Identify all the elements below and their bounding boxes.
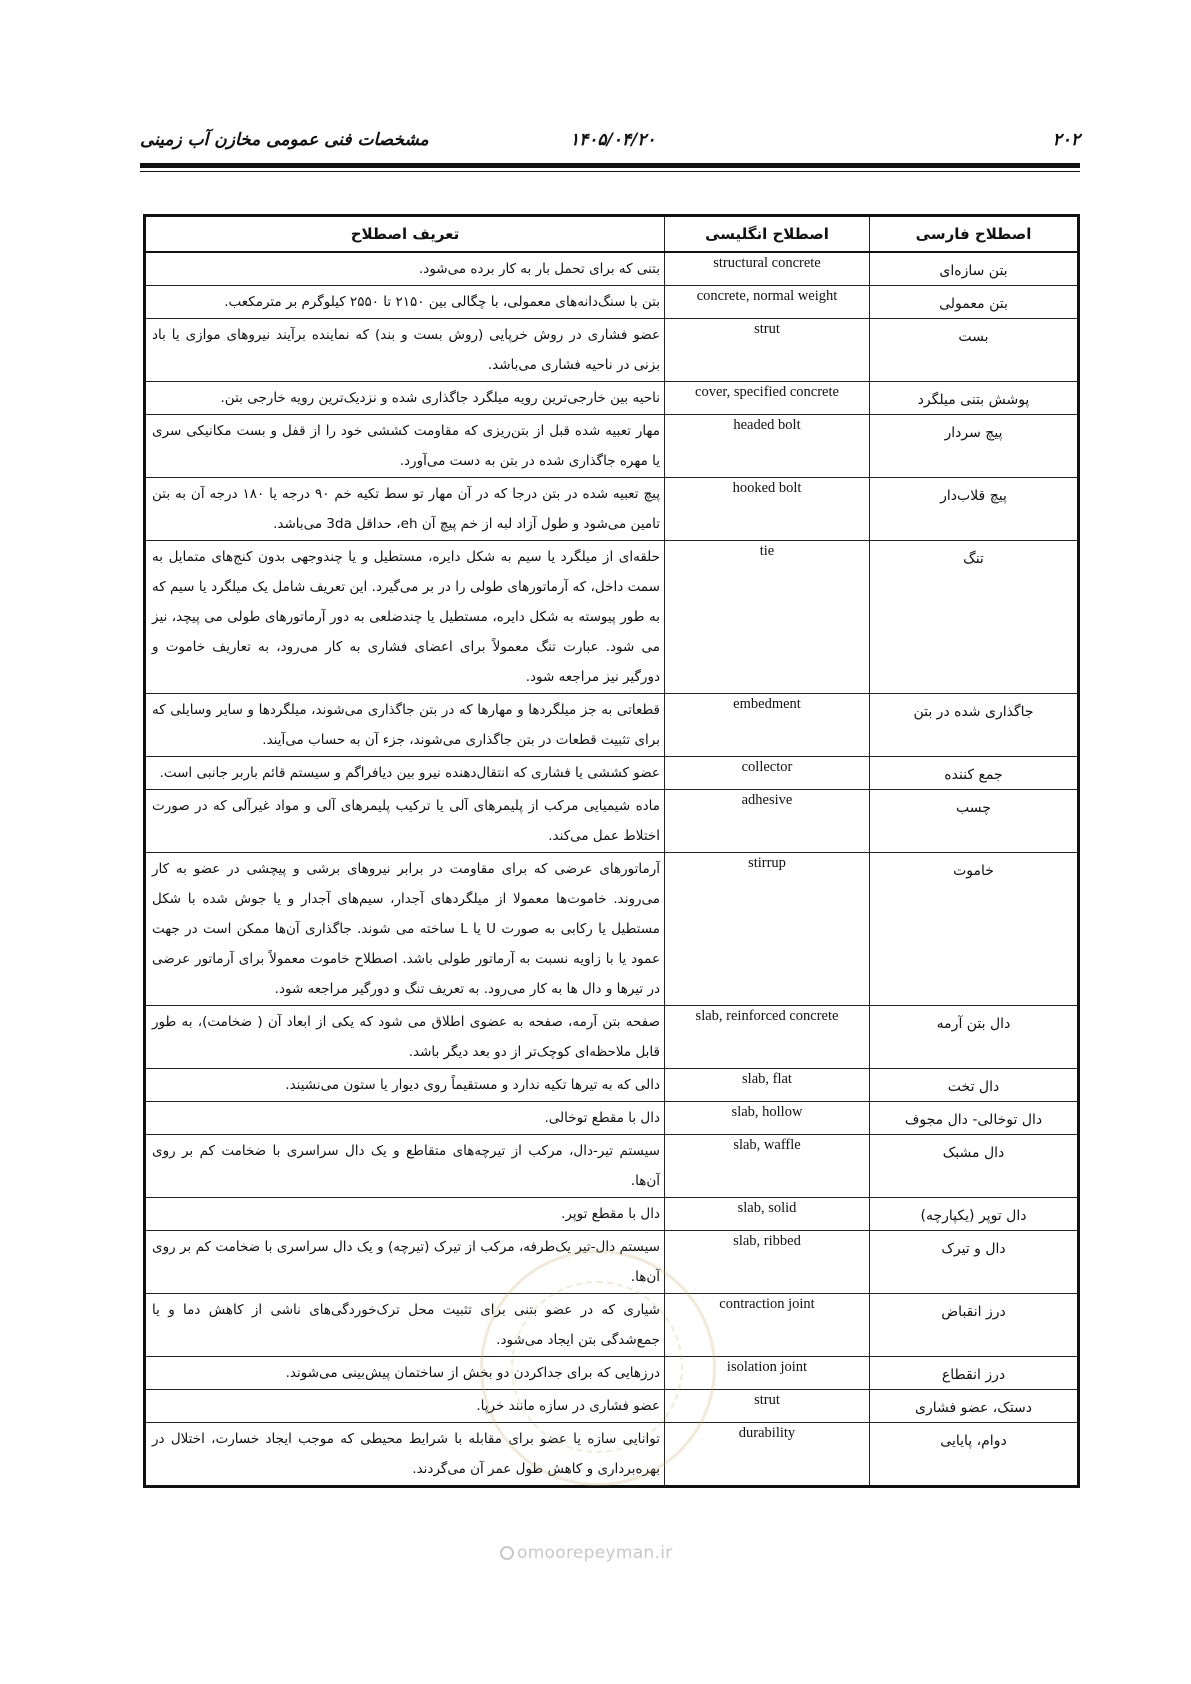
definition-cell: درزهایی که برای جداکردن دو بخش از ساختمان پیش‌بینی می‌شوند. — [145, 1357, 665, 1390]
english-term-cell: slab, ribbed — [665, 1231, 870, 1294]
persian-term-cell: دال و تیرک — [870, 1231, 1079, 1294]
persian-term-cell: چسب — [870, 790, 1079, 853]
table-row — [145, 1069, 1079, 1102]
english-term-cell: embedment — [665, 694, 870, 757]
persian-term-cell: دستک، عضو فشاری — [870, 1390, 1079, 1423]
english-term-cell: isolation joint — [665, 1357, 870, 1390]
english-term-cell: collector — [665, 757, 870, 790]
english-term-cell: durability — [665, 1423, 870, 1487]
header-rule-thick — [140, 163, 1080, 168]
persian-term-cell: درز انقطاع — [870, 1357, 1079, 1390]
definition-cell: شیاری که در عضو بتنی برای تثبیت محل ترک‌خوردگی‌های ناشی از کاهش دما و یا جمع‌شدگی بتن ایجاد می‌شود. — [145, 1294, 665, 1357]
document-title: مشخصات فنی عمومی مخازن آب زمینی — [140, 130, 429, 150]
english-term-cell: structural concrete — [665, 252, 870, 286]
persian-term-cell: پیچ سردار — [870, 415, 1079, 478]
definition-cell: ناحیه بین خارجی‌ترین رویه میلگرد جاگذاری شده و نزدیک‌ترین رویه خارجی بتن. — [145, 382, 665, 415]
table-row — [145, 319, 1079, 382]
definition-cell: سیستم دال-تیر یک‌طرفه، مرکب از تیرک (تیرچه) و یک دال سراسری با ضخامت کم بر روی آن‌ها. — [145, 1231, 665, 1294]
definition-cell: بتنی که برای تحمل بار به کار برده می‌شود. — [145, 252, 665, 286]
persian-term-cell: بتن معمولی — [870, 286, 1079, 319]
english-term-cell: contraction joint — [665, 1294, 870, 1357]
header-english: اصطلاح انگلیسی — [665, 216, 870, 253]
table-row — [145, 757, 1079, 790]
copyright-icon — [500, 1546, 514, 1560]
english-term-cell: slab, waffle — [665, 1135, 870, 1198]
persian-term-cell: دال بتن آرمه — [870, 1006, 1079, 1069]
persian-term-cell: دال توپر (یکپارچه) — [870, 1198, 1079, 1231]
english-term-cell: concrete, normal weight — [665, 286, 870, 319]
table-row — [145, 382, 1079, 415]
definition-cell: سیستم تیر-دال، مرکب از تیرچه‌های متقاطع و یک دال سراسری با ضخامت کم بر روی آن‌ها. — [145, 1135, 665, 1198]
table-row — [145, 790, 1079, 853]
header-persian: اصطلاح فارسی — [870, 216, 1079, 253]
persian-term-cell: دال مشبک — [870, 1135, 1079, 1198]
page-header — [140, 130, 1080, 160]
definition-cell: عضو کششی یا فشاری که انتقال‌دهنده نیرو بین دیافراگم و سیستم قائم باربر جانبی است. — [145, 757, 665, 790]
persian-term-cell: درز انقباض — [870, 1294, 1079, 1357]
persian-term-cell: پیچ قلاب‌دار — [870, 478, 1079, 541]
table-row — [145, 1102, 1079, 1135]
persian-term-cell: دال تخت — [870, 1069, 1079, 1102]
english-term-cell: cover, specified concrete — [665, 382, 870, 415]
table-row — [145, 478, 1079, 541]
english-term-cell: hooked bolt — [665, 478, 870, 541]
definition-cell: قطعاتی به جز میلگردها و مهارها که در بتن جاگذاری می‌شوند، میلگردها و سایر وسایلی که برای تثبیت قطعات در بتن جاگذاری می‌شوند، جزء آن به حساب می‌آیند. — [145, 694, 665, 757]
persian-term-cell: جمع کننده — [870, 757, 1079, 790]
header-rule-thin — [140, 171, 1080, 172]
definition-cell: مهار تعبیه شده قبل از بتن‌ریزی که مقاومت کششی خود را از قفل و بست مکانیکی سری یا مهره جاگذاری شده در بتن به دست می‌آورد. — [145, 415, 665, 478]
seal-watermark — [480, 1250, 716, 1486]
table-row — [145, 1006, 1079, 1069]
persian-term-cell: پوشش بتنی میلگرد — [870, 382, 1079, 415]
english-term-cell: stirrup — [665, 853, 870, 1006]
definition-cell: عضو فشاری در سازه مانند خرپا. — [145, 1390, 665, 1423]
definition-cell: حلقه‌ای از میلگرد یا سیم به شکل دایره، مستطیل و یا چندوجهی بدون کنج‌های متمایل به سمت داخل، که آرماتورهای طولی را در بر می‌گیرد. این تعریف شامل یک میلگرد یا سیم که به طور پیوسته به شکل دایره، مستطیل یا چندضلعی به دور آرماتورهای طولی می پیچد، نیز می شود. عبارت تنگ معمولاً برای اعضای فشاری به کار می‌رود، به تعاریف خاموت و دورگیر نیز مراجعه شود. — [145, 541, 665, 694]
persian-term-cell: دال توخالی- دال مجوف — [870, 1102, 1079, 1135]
english-term-cell: headed bolt — [665, 415, 870, 478]
definition-cell: دال با مقطع توخالی. — [145, 1102, 665, 1135]
persian-term-cell: تنگ — [870, 541, 1079, 694]
english-term-cell: slab, flat — [665, 1069, 870, 1102]
definition-cell: عضو فشاری در روش خرپایی (روش بست و بند) که نماینده برآیند نیروهای موازی یا باد بزنی در ناحیه فشاری می‌باشد. — [145, 319, 665, 382]
table-row — [145, 286, 1079, 319]
definition-cell: دالی که به تیرها تکیه ندارد و مستقیماً روی دیوار یا ستون می‌نشیند. — [145, 1069, 665, 1102]
persian-term-cell: بتن سازه‌ای — [870, 252, 1079, 286]
persian-term-cell: جاگذاری شده در بتن — [870, 694, 1079, 757]
table-row — [145, 694, 1079, 757]
english-term-cell: strut — [665, 319, 870, 382]
persian-term-cell: بست — [870, 319, 1079, 382]
table-row — [145, 252, 1079, 286]
english-term-cell: slab, solid — [665, 1198, 870, 1231]
persian-term-cell: دوام، پایایی — [870, 1423, 1079, 1487]
definition-cell: آرماتورهای عرضی که برای مقاومت در برابر نیروهای برشی و پیچشی در عضو به کار می‌روند. خاموت‌ها معمولا از میلگردهای آجدار، سیم‌های آجدار و یا جوش شده با شکل مستطیل یا رکابی به صورت U یا L ساخته می شوند. جاگذاری آن‌ها ممکن است در جهت عمود یا با زاویه نسبت به آرماتور طولی باشد. اصطلاح خاموت معمولاً برای آرماتور عرضی در تیرها و دال ها به کار می‌رود. به تعریف تنگ و دورگیر مراجعه شود. — [145, 853, 665, 1006]
table-row — [145, 853, 1079, 1006]
english-term-cell: slab, reinforced concrete — [665, 1006, 870, 1069]
page-number: ۲۰۲ — [1052, 130, 1080, 150]
persian-term-cell: خاموت — [870, 853, 1079, 1006]
definition-cell: توانایی سازه یا عضو برای مقابله با شرایط محیطی که موجب ایجاد خسارت، اختلال در بهره‌برداری و کاهش طول عمر آن می‌گردند. — [145, 1423, 665, 1487]
definition-cell: ماده شیمیایی مرکب از پلیمرهای آلی یا ترکیب پلیمرهای آلی و مواد غیرآلی که در صورت اختلاط عمل می‌کند. — [145, 790, 665, 853]
watermark-text: omoorepeyman.ir — [517, 1543, 673, 1563]
header-definition: تعریف اصطلاح — [145, 216, 665, 253]
definition-cell: صفحه بتن آرمه، صفحه به عضوی اطلاق می شود که یکی از ابعاد آن ( ضخامت)، به طور قابل ملاحظه‌ای کوچک‌تر از دو بعد دیگر باشد. — [145, 1006, 665, 1069]
english-term-cell: tie — [665, 541, 870, 694]
definition-cell: بتن با سنگ‌دانه‌های معمولی، با چگالی بین ۲۱۵۰ تا ۲۵۵۰ کیلوگرم بر مترمکعب. — [145, 286, 665, 319]
english-term-cell: adhesive — [665, 790, 870, 853]
table-row — [145, 1135, 1079, 1198]
definition-cell: دال با مقطع توپر. — [145, 1198, 665, 1231]
english-term-cell: slab, hollow — [665, 1102, 870, 1135]
definition-cell: پیچ تعبیه شده در بتن درجا که در آن مهار تو سط تکیه خم ۹۰ درجه یا ۱۸۰ درجه آن به بتن تامین می‌شود و طول آزاد لبه از خم پیچ آن eh، حداقل 3da می‌باشد. — [145, 478, 665, 541]
table-row — [145, 541, 1079, 694]
table-row — [145, 1198, 1079, 1231]
table-row — [145, 415, 1079, 478]
english-term-cell: strut — [665, 1390, 870, 1423]
table-header-row — [145, 216, 1079, 253]
site-watermark — [500, 1543, 673, 1563]
header-date: ۱۴۰۵/۰۴/۲۰ — [570, 130, 656, 150]
